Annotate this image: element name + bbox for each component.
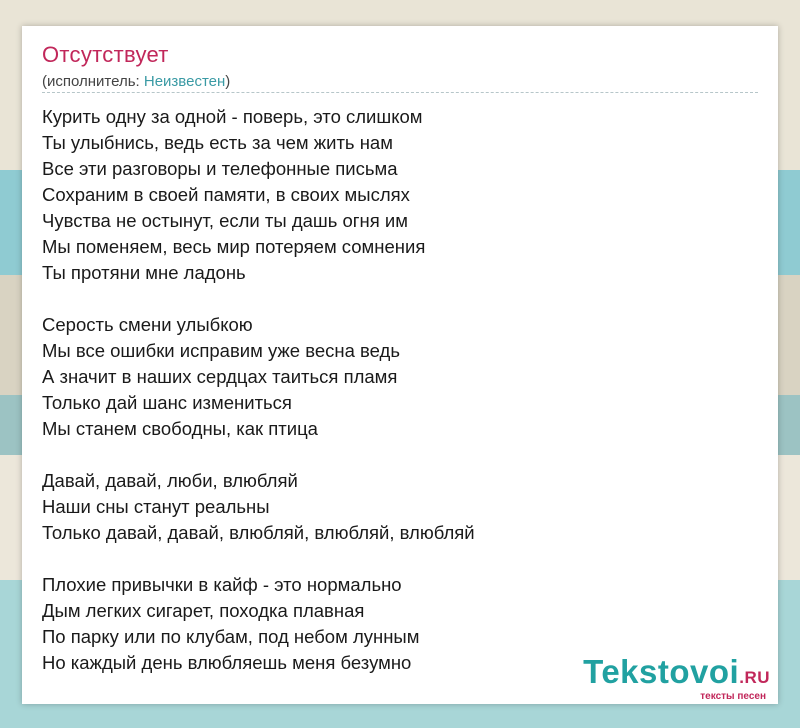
logo-tld: .RU — [739, 668, 770, 687]
lyric-line: Плохие привычки в кайф - это нормально — [42, 574, 402, 595]
lyric-line: Только давай, давай, влюбляй, влюбляй, влюбляй — [42, 522, 475, 543]
lyric-line: Только дай шанс измениться — [42, 392, 292, 413]
lyric-line: Дым легких сигарет, походка плавная — [42, 600, 365, 621]
lyric-line: По парку или по клубам, под небом лунным — [42, 626, 420, 647]
lyrics-text — [42, 104, 758, 702]
song-title: Отсутствует — [42, 42, 169, 67]
artist-prefix: (исполнитель: — [42, 73, 144, 90]
stanza-2 — [42, 312, 758, 442]
divider — [42, 92, 758, 93]
lyric-line: Мы поменяем, весь мир потеряем сомнения — [42, 236, 426, 257]
lyric-line: Курить одну за одной - поверь, это слишком — [42, 106, 423, 127]
lyrics-card — [22, 26, 778, 704]
lyric-line: Чувства не остынут, если ты дашь огня им — [42, 210, 408, 231]
lyric-line: Но каждый день влюбляешь меня безумно — [42, 652, 412, 673]
lyric-line: Серость смени улыбкою — [42, 314, 253, 335]
lyric-line: Давай, давай, люби, влюбляй — [42, 470, 298, 491]
lyric-line: Наши сны станут реальны — [42, 496, 270, 517]
logo-tagline: тексты песен — [700, 691, 766, 702]
lyric-line: Ты протяни мне ладонь — [42, 262, 246, 283]
site-logo[interactable] — [583, 655, 770, 702]
logo-name: Tekstovoi — [583, 653, 740, 690]
stanza-3 — [42, 468, 758, 546]
artist-suffix: ) — [225, 73, 231, 90]
lyric-line: Сохраним в своей памяти, в своих мыслях — [42, 184, 410, 205]
artist-link[interactable]: Неизвестен — [143, 73, 226, 90]
stanza-1 — [42, 104, 758, 286]
lyric-line: Мы все ошибки исправим уже весна ведь — [42, 340, 400, 361]
lyric-line: Все эти разговоры и телефонные письма — [42, 158, 398, 179]
lyric-line: Мы станем свободны, как птица — [42, 418, 318, 439]
lyric-line: А значит в наших сердцах таиться пламя — [42, 366, 398, 387]
lyric-line: Ты улыбнись, ведь есть за чем жить нам — [42, 132, 393, 153]
artist-line — [42, 73, 230, 90]
